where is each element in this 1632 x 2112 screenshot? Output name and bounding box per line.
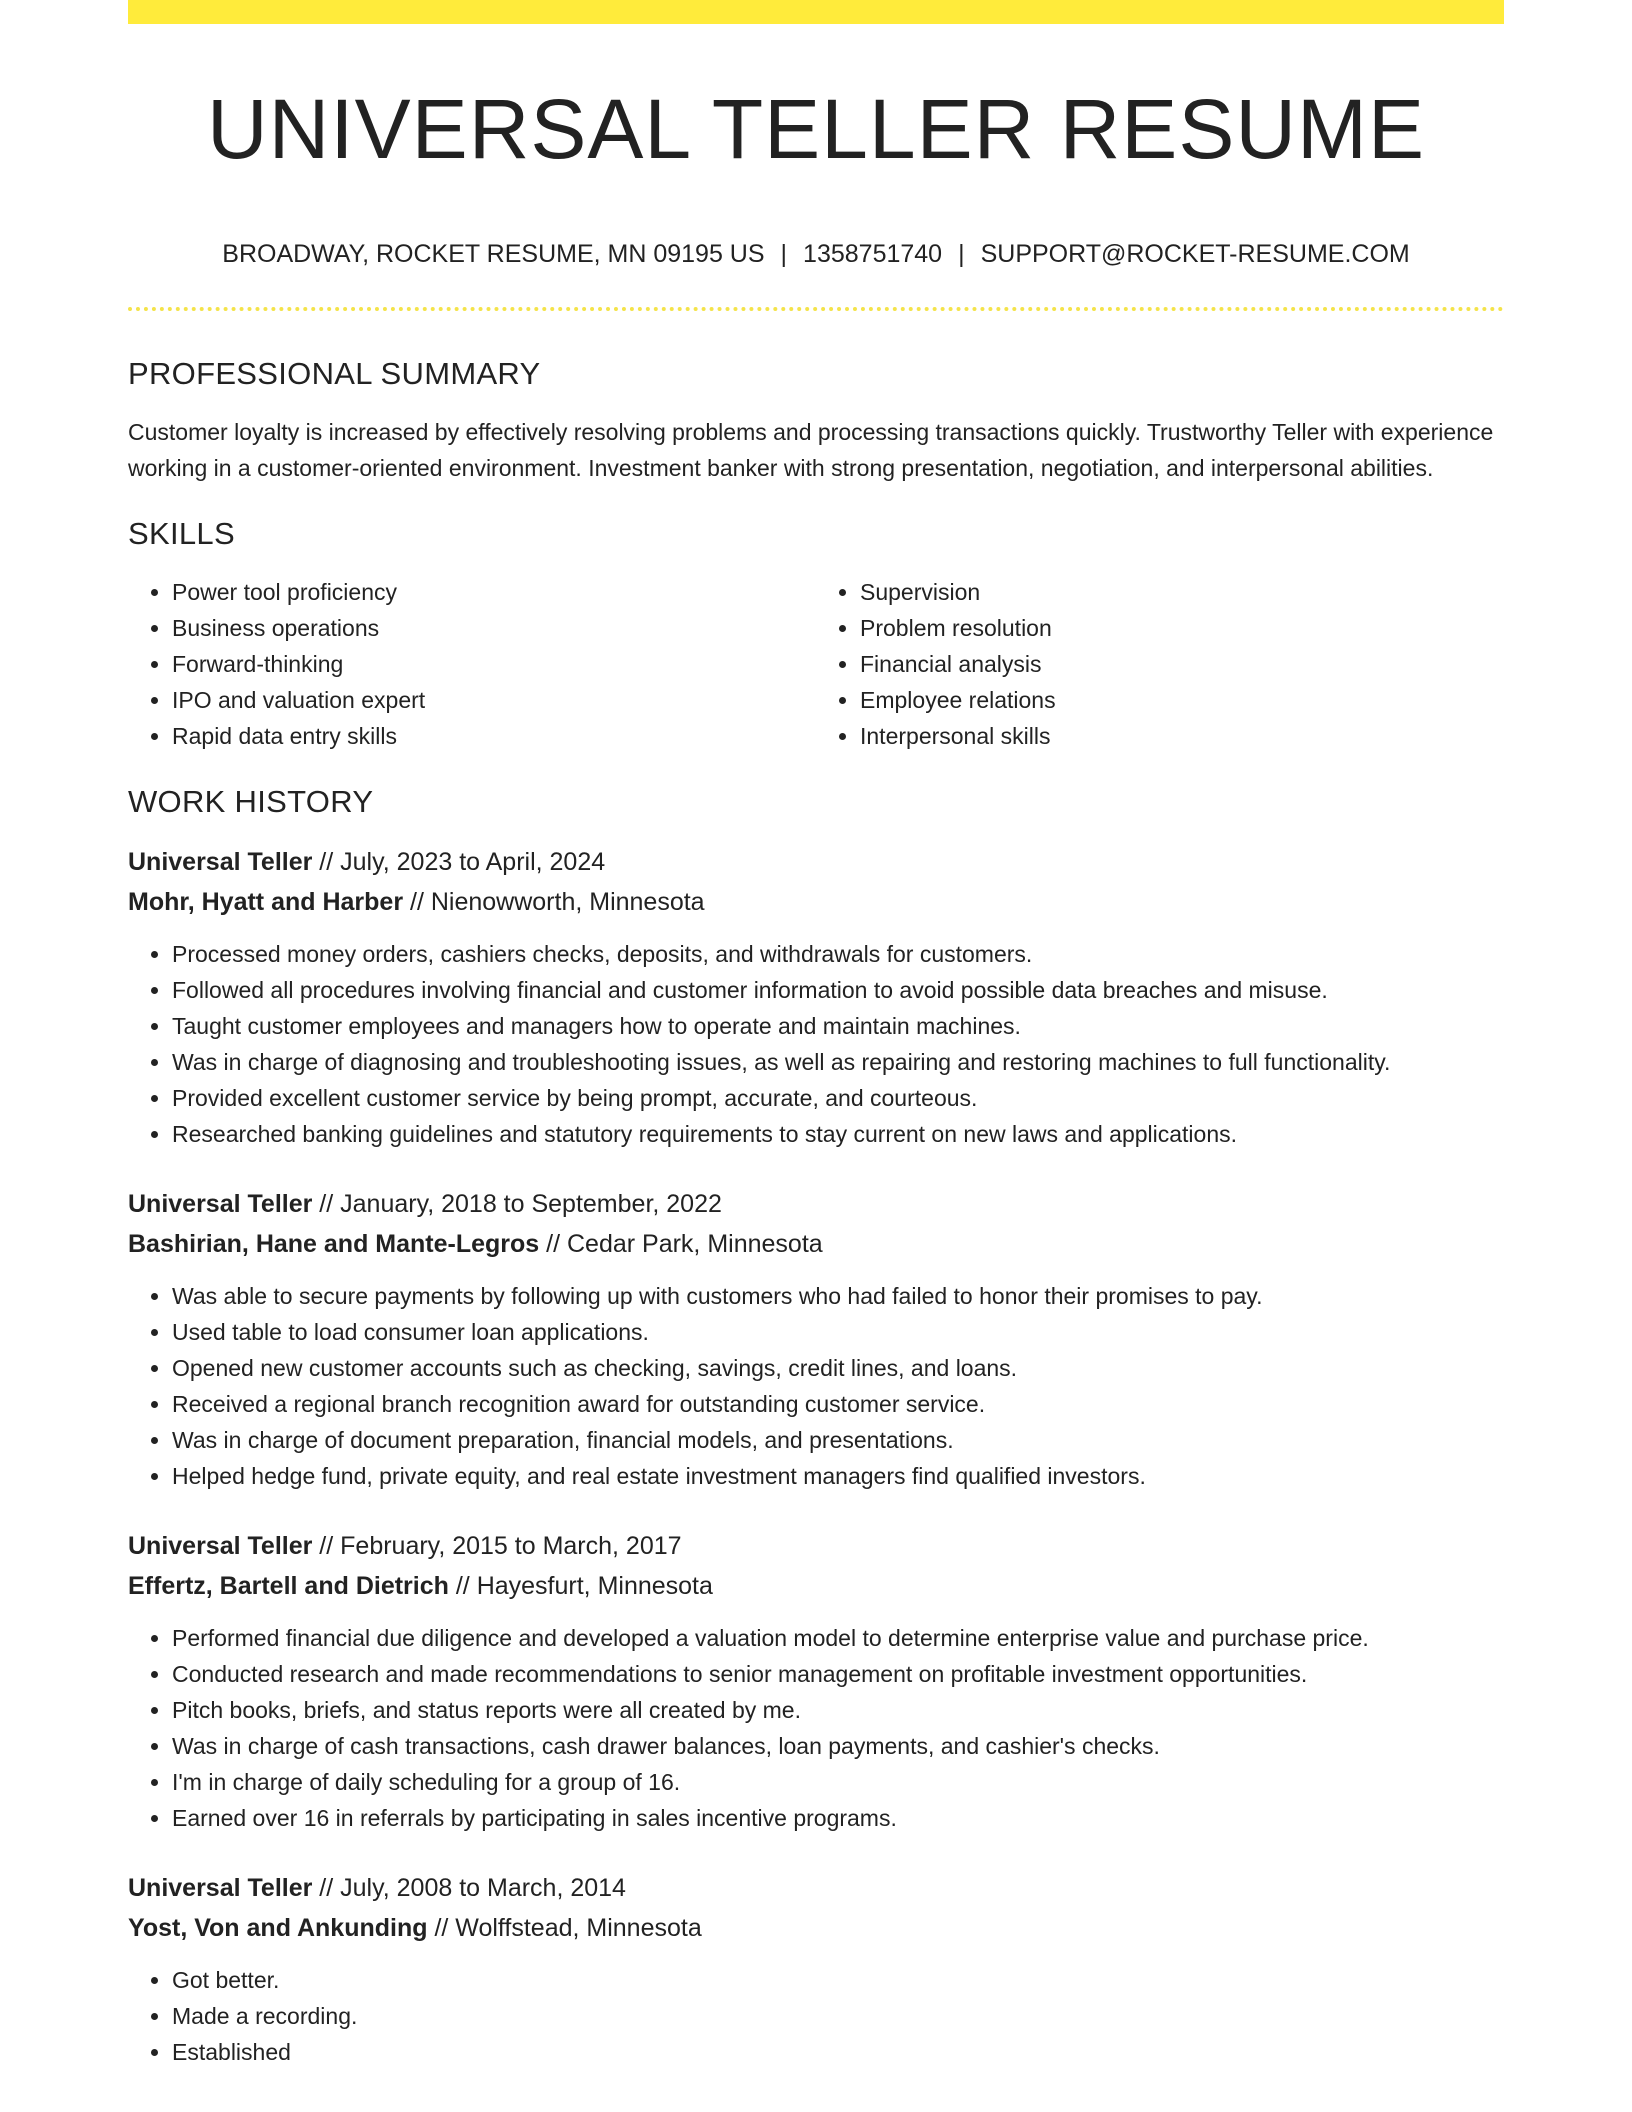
accent-bar [128,0,1504,24]
job-bullet: • I'm in charge of daily scheduling for a group of 16. [172,1764,1504,1800]
job-bullet: • Taught customer employees and managers how to operate and maintain machines. [172,1008,1504,1044]
job-location: // Nienowworth, Minnesota [403,888,705,916]
job-bullet: • Opened new customer accounts such as checking, savings, credit lines, and loans. [172,1350,1504,1386]
job-bullet: • Was in charge of diagnosing and troubleshooting issues, as well as repairing and restoring machines to full functionality. [172,1044,1504,1080]
job-entry [128,1184,1504,1494]
job-title: Universal Teller [128,1190,313,1218]
job-bullet: • Established [172,2034,1504,2070]
skill-item: • Supervision [860,574,1504,610]
job-company: Effertz, Bartell and Dietrich [128,1572,449,1600]
job-bullet: • Provided excellent customer service by being prompt, accurate, and courteous. [172,1080,1504,1116]
job-bullet: • Processed money orders, cashiers checks, deposits, and withdrawals for customers. [172,936,1504,972]
contact-address: BROADWAY, ROCKET RESUME, MN 09195 US [222,240,765,268]
job-title-line [128,842,1504,882]
skill-item: • Power tool proficiency [172,574,816,610]
job-company: Bashirian, Hane and Mante-Legros [128,1230,540,1258]
contact-email: SUPPORT@ROCKET-RESUME.COM [980,240,1410,268]
job-bullet: • Got better. [172,1962,1504,1998]
contact-phone: 1358751740 [803,240,943,268]
job-entry [128,1526,1504,1836]
job-entry [128,1868,1504,2070]
job-title: Universal Teller [128,848,313,876]
job-company-line [128,1224,1504,1264]
job-bullet: • Was able to secure payments by following up with customers who had failed to honor their promises to pay. [172,1278,1504,1314]
job-company: Yost, Von and Ankunding [128,1914,428,1942]
skill-item: • Interpersonal skills [860,718,1504,754]
job-bullets [128,1962,1504,2070]
job-bullet: • Followed all procedures involving financial and customer information to avoid possible data breaches and misuse. [172,972,1504,1008]
job-title-line [128,1526,1504,1566]
job-bullets [128,1620,1504,1836]
work-history-heading: WORK HISTORY [128,784,374,819]
job-location: // Hayesfurt, Minnesota [448,1572,713,1600]
resume-title: UNIVERSAL TELLER RESUME [206,82,1426,176]
dotted-divider [128,307,1504,311]
skill-item: • Financial analysis [860,646,1504,682]
skills-list [128,574,1504,754]
summary-heading: PROFESSIONAL SUMMARY [128,356,541,391]
job-title: Universal Teller [128,1874,313,1902]
job-company: Mohr, Hyatt and Harber [128,888,404,916]
skill-item: • IPO and valuation expert [172,682,816,718]
skills-column-right [816,574,1504,754]
job-entry [128,842,1504,1152]
job-bullet: • Was in charge of document preparation, financial models, and presentations. [172,1422,1504,1458]
job-title-line [128,1868,1504,1908]
job-company-line [128,1566,1504,1606]
job-dates: // January, 2018 to September, 2022 [312,1190,722,1218]
resume-content [128,352,1504,2070]
job-title: Universal Teller [128,1532,313,1560]
contact-separator: | [958,240,965,268]
job-bullet: • Used table to load consumer loan applications. [172,1314,1504,1350]
skill-item: • Employee relations [860,682,1504,718]
job-company-line [128,1908,1504,1948]
job-bullet: • Helped hedge fund, private equity, and real estate investment managers find qualified investors. [172,1458,1504,1494]
job-bullet: • Made a recording. [172,1998,1504,2034]
job-bullet: • Received a regional branch recognition award for outstanding customer service. [172,1386,1504,1422]
job-bullets [128,1278,1504,1494]
job-bullet: • Earned over 16 in referrals by participating in sales incentive programs. [172,1800,1504,1836]
job-bullets [128,936,1504,1152]
skills-heading: SKILLS [128,516,235,551]
job-dates: // February, 2015 to March, 2017 [312,1532,682,1560]
job-title-line [128,1184,1504,1224]
job-company-line [128,882,1504,922]
job-dates: // July, 2023 to April, 2024 [312,848,606,876]
job-dates: // July, 2008 to March, 2014 [312,1874,626,1902]
job-bullet: • Conducted research and made recommendations to senior management on profitable investment opportunities. [172,1656,1504,1692]
skills-column-left [128,574,816,754]
skill-item: • Forward-thinking [172,646,816,682]
job-location: // Cedar Park, Minnesota [539,1230,823,1258]
job-bullet: • Researched banking guidelines and statutory requirements to stay current on new laws and applications. [172,1116,1504,1152]
job-bullet: • Was in charge of cash transactions, cash drawer balances, loan payments, and cashier's checks. [172,1728,1504,1764]
contact-separator: | [780,240,788,268]
skill-item: • Rapid data entry skills [172,718,816,754]
contact-line [128,236,1504,272]
skill-item: • Business operations [172,610,816,646]
job-bullet: • Performed financial due diligence and developed a valuation model to determine enterprise value and purchase price. [172,1620,1504,1656]
job-location: // Wolffstead, Minnesota [427,1914,702,1942]
skill-item: • Problem resolution [860,610,1504,646]
job-bullet: • Pitch books, briefs, and status reports were all created by me. [172,1692,1504,1728]
summary-text: Customer loyalty is increased by effectively resolving problems and processing transactions quickly. Trustworthy Teller with experience working in a customer-oriented environment. Investment banker with strong presentation, negotiation, and interpersonal abilities. [128,419,1494,481]
